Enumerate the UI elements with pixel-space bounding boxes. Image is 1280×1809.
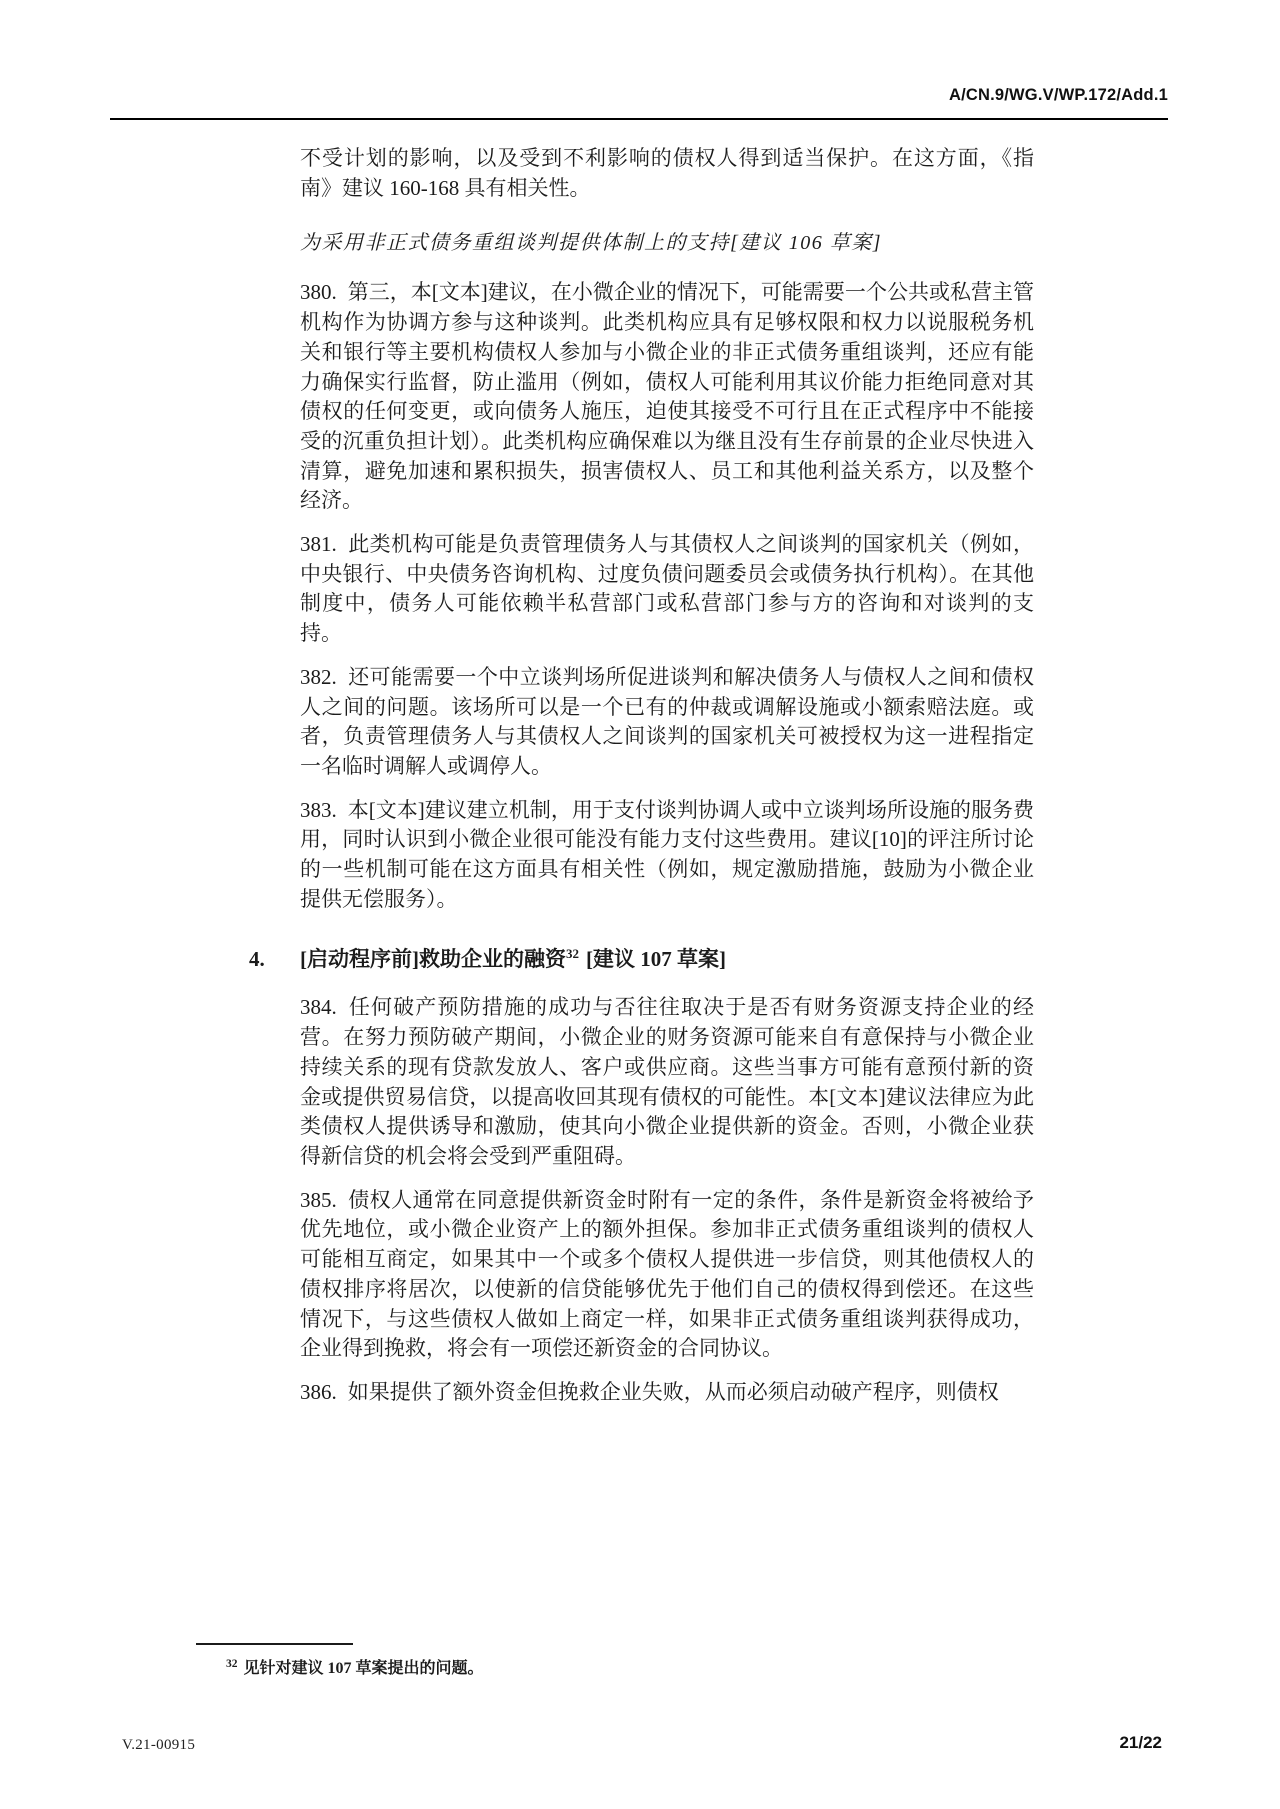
- paragraph-number: 384.: [300, 995, 337, 1020]
- paragraph-number: 380.: [300, 280, 337, 305]
- subheading-recommendation-106: 为采用非正式债务重组谈判提供体制上的支持[建议 106 草案]: [300, 232, 883, 255]
- section-number: 4.: [249, 947, 265, 972]
- section-title-suffix: [建议 107 草案]: [586, 947, 726, 972]
- paragraph-number: 385.: [300, 1187, 337, 1212]
- paragraph-text: 债权人通常在同意提供新资金时附有一定的条件，条件是新资金将被给予优先地位，或小微企业资产上的额外担保。参加非正式债务重组谈判的债权人可能相互商定，如果其中一个或多个债权人提供进一步信贷，则其他债权人的债权排序将居次，以使新的信贷能够优先于他们自己的债权得到偿还。在这些情况下，与这些债权人做如上商定一样，如果非正式债务重组谈判获得成功，企业得到挽救，将会有一项偿还新资金的合同协议。: [300, 1187, 1034, 1361]
- paragraph-text: 还可能需要一个中立谈判场所促进谈判和解决债务人与债权人之间和债权人之间的问题。该场所可以是一个已有的仲裁或调解设施或小额索赔法庭。或者，负责管理债务人与其债权人之间谈判的国家机关可被授权为这一进程指定一名临时调解人或调停人。: [300, 664, 1034, 778]
- paragraph-continuation: [300, 144, 1034, 203]
- paragraph-text: 第三，本[文本]建议，在小微企业的情况下，可能需要一个公共或私营主管机构作为协调方参与这种谈判。此类机构应具有足够权限和权力以说服税务机关和银行等主要机构债权人参加与小微企业的非正式债务重组谈判，还应有能力确保实行监督，防止滥用（例如，债权人可能利用其议价能力拒绝同意对其债权的任何变更，或向债务人施压，迫使其接受不可行且在正式程序中不能接受的沉重负担计划）。此类机构应确保难以为继且没有生存前景的企业尽快进入清算，避免加速和累积损失，损害债权人、员工和其他利益关系方，以及整个经济。: [300, 280, 1034, 513]
- paragraph-number: 382.: [300, 664, 337, 689]
- paragraph-380: [300, 278, 1034, 516]
- footnote-marker: 32: [226, 1657, 238, 1670]
- paragraph-number: 381.: [300, 532, 337, 557]
- paragraph-text: 如果提供了额外资金但挽救企业失败，从而必须启动破产程序，则债权: [347, 1379, 999, 1404]
- paragraph-383: [300, 796, 1034, 915]
- document-body: [249, 144, 1034, 1422]
- job-number: V.21-00915: [122, 1737, 196, 1753]
- paragraph-text: 此类机构可能是负责管理债务人与其债权人之间谈判的国家机关（例如，中央银行、中央债务咨询机构、过度负债问题委员会或债务执行机构）。在其他制度中，债务人可能依赖半私营部门或私营部门参与方的咨询和对谈判的支持。: [300, 532, 1034, 646]
- footnote-32: [226, 1658, 986, 1680]
- section-heading-4: [249, 944, 1034, 974]
- paragraph-386: [300, 1378, 1034, 1408]
- document-symbol: A/CN.9/WG.V/WP.172/Add.1: [948, 86, 1168, 104]
- paragraph-text: 任何破产预防措施的成功与否往往取决于是否有财务资源支持企业的经营。在努力预防破产期间，小微企业的财务资源可能来自有意保持与小微企业持续关系的现有贷款发放人、客户或供应商。这些当事方可能有意预付新的资金或提供贸易信贷，以提高收回其现有债权的可能性。本[文本]建议法律应为此类债权人提供诱导和激励，使其向小微企业提供新的资金。否则，小微企业获得新信贷的机会将会受到严重阻碍。: [300, 995, 1034, 1168]
- paragraph-text: 不受计划的影响，以及受到不利影响的债权人得到适当保护。在这方面，《指南》建议 160-168 具有相关性。: [300, 146, 1034, 200]
- page-number: 21/22: [1119, 1733, 1162, 1752]
- paragraph-385: [300, 1186, 1034, 1364]
- paragraph-text: 本[文本]建议建立机制，用于支付谈判协调人或中立谈判场所设施的服务费用，同时认识到小微企业很可能没有能力支付这些费用。建议[10]的评注所讨论的一些机制可能在这方面具有相关性（例如，规定激励措施，鼓励为小微企业提供无偿服务）。: [300, 797, 1034, 911]
- footnote-reference-32: 32: [566, 946, 579, 962]
- paragraph-381: [300, 530, 1034, 649]
- footnote-divider: [196, 1643, 353, 1645]
- footnote-text: 见针对建议 107 草案提出的问题。: [243, 1660, 484, 1677]
- paragraph-384: [300, 993, 1034, 1171]
- paragraph-number: 386.: [300, 1379, 337, 1404]
- section-title: [启动程序前]救助企业的融资: [300, 947, 566, 972]
- paragraph-382: [300, 663, 1034, 782]
- paragraph-number: 383.: [300, 797, 337, 822]
- header-divider: [110, 118, 1168, 120]
